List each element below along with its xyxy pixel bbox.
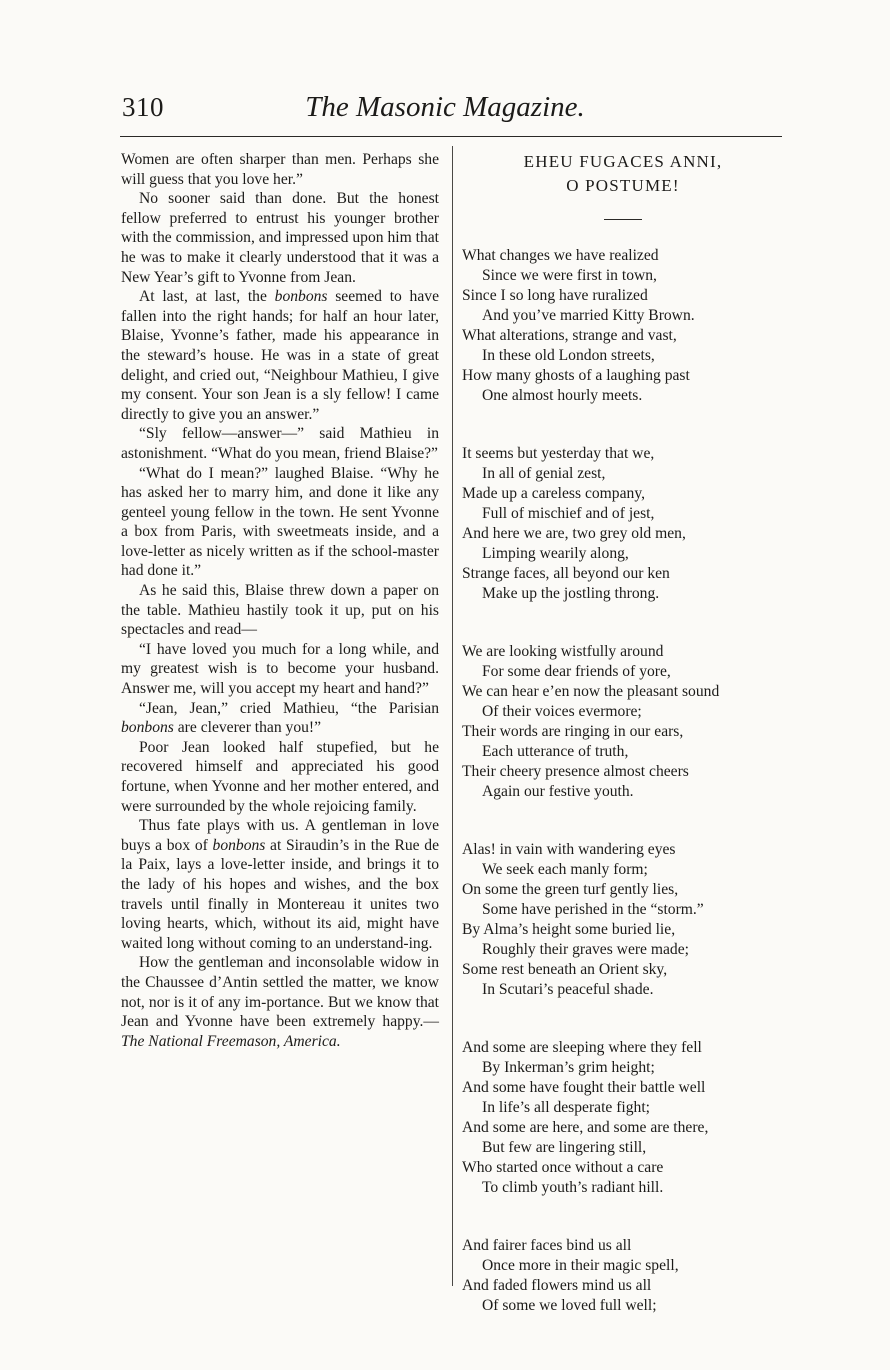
poem-line: Their cheery presence almost cheers bbox=[462, 763, 689, 780]
poem-line: And faded flowers mind us all bbox=[462, 1277, 652, 1294]
story-paragraph bbox=[121, 581, 439, 640]
magazine-title: The Masonic Magazine. bbox=[305, 91, 585, 123]
text-run: Thus fate plays with us. A gentleman in love buys a box of bbox=[121, 817, 439, 854]
text-run: are cleverer than you!” bbox=[173, 719, 322, 737]
poem-line: To climb youth’s radiant hill. bbox=[482, 1179, 664, 1196]
poem-title-line-2: O POSTUME! bbox=[566, 176, 680, 195]
poem-line: Their words are ringing in our ears, bbox=[462, 723, 684, 740]
poem-line: And here we are, two grey old men, bbox=[462, 525, 686, 542]
poem-title-line-1: EHEU FUGACES ANNI, bbox=[523, 152, 723, 171]
text-run: “I have loved you much for a long while, and my greatest wish is to become your husband. Answer me, will you accept my heart and hand?” bbox=[121, 640, 439, 698]
poem-line: Some rest beneath an Orient sky, bbox=[462, 961, 668, 978]
poem-line: And you’ve married Kitty Brown. bbox=[482, 307, 695, 324]
column-divider bbox=[452, 146, 453, 1286]
poem-line: In these old London streets, bbox=[482, 347, 655, 364]
poem-column bbox=[462, 150, 784, 1354]
poem-line: What alterations, strange and vast, bbox=[462, 327, 677, 344]
story-paragraph bbox=[121, 189, 439, 287]
poem-line: Of their voices evermore; bbox=[482, 703, 642, 720]
poem-line: Of some we loved full well; bbox=[482, 1297, 657, 1314]
poem-line: Full of mischief and of jest, bbox=[482, 505, 655, 522]
poem-line: Strange faces, all beyond our ken bbox=[462, 565, 670, 582]
poem-line: We can hear e’en now the pleasant sound bbox=[462, 683, 720, 700]
poem-line: It seems but yesterday that we, bbox=[462, 445, 655, 462]
poem-line: Once more in their magic spell, bbox=[482, 1257, 679, 1274]
story-paragraph bbox=[121, 640, 439, 699]
poem-line: In all of genial zest, bbox=[482, 465, 606, 482]
text-run: at Siraudin’s in the Rue de la Paix, lays a love-letter inside, and brings it to the lady of his hopes and wishes, and the box travels until finally in Montereau it unites two loving hearts, which, without its aid, might have waited long without coming to an understand-ing. bbox=[121, 836, 440, 952]
poem-line: Again our festive youth. bbox=[482, 783, 634, 800]
poem-line: And some have fought their battle well bbox=[462, 1079, 706, 1096]
poem-stanza bbox=[462, 1038, 784, 1198]
story-column bbox=[121, 150, 439, 1051]
poem-line: How many ghosts of a laughing past bbox=[462, 367, 690, 384]
text-run: “Sly fellow—answer—” said Mathieu in astonishment. “What do you mean, friend Blaise?” bbox=[121, 425, 439, 462]
poem-line: Some have perished in the “storm.” bbox=[482, 901, 704, 918]
poem-line: One almost hourly meets. bbox=[482, 387, 643, 404]
poem-line: Each utterance of truth, bbox=[482, 743, 629, 760]
poem-stanza bbox=[462, 1236, 784, 1316]
poem-stanza bbox=[462, 444, 784, 604]
text-run: How the gentleman and inconsolable widow in the Chaussee d’Antin settled the matter, we know not, nor is it of any im-portance. But we know that Jean and Yvonne have been extremely happy.— bbox=[121, 954, 439, 1031]
poem-line: But few are lingering still, bbox=[482, 1139, 647, 1156]
text-run: “What do I mean?” laughed Blaise. “Why he has asked her to marry him, and done it like any genteel young fellow in the town. He sent Yvonne a box from Paris, with sweetmeats inside, and a love-letter as nicely written as if the school-master had done it.” bbox=[121, 464, 439, 580]
poem-line: In Scutari’s peaceful shade. bbox=[482, 981, 654, 998]
italic-run: bonbons bbox=[212, 836, 266, 854]
poem-line: Make up the jostling throng. bbox=[482, 585, 660, 602]
story-paragraph bbox=[121, 464, 439, 582]
poem-line: By Alma’s height some buried lie, bbox=[462, 921, 676, 938]
poem-line: For some dear friends of yore, bbox=[482, 663, 671, 680]
text-run: No sooner said than done. But the honest fellow preferred to entrust his younger brother with the commission, and impressed upon him that he was to make it clearly understood that it was a New Year’s gift to Yvonne from Jean. bbox=[121, 190, 439, 286]
story-paragraph bbox=[121, 424, 439, 463]
poem-title-rule bbox=[604, 219, 642, 220]
text-run: Poor Jean looked half stupefied, but he recovered himself and appreciated his good fortune, when Yvonne and her mother entered, and were surrounded by the whole rejoicing family. bbox=[121, 738, 439, 815]
text-run: As he said this, Blaise threw down a paper on the table. Mathieu hastily took it up, put on his spectacles and read— bbox=[121, 582, 439, 639]
text-run: Women are often sharper than men. Perhaps she will guess that you love her.” bbox=[121, 151, 439, 188]
story-paragraph bbox=[121, 150, 439, 189]
story-paragraph bbox=[121, 287, 439, 424]
text-run: “Jean, Jean,” cried Mathieu, “the Parisian bbox=[139, 699, 439, 717]
poem-stanza bbox=[462, 840, 784, 1000]
poem-line: Roughly their graves were made; bbox=[482, 941, 689, 958]
poem-line: In life’s all desperate fight; bbox=[482, 1099, 651, 1116]
poem-line: What changes we have realized bbox=[462, 247, 659, 264]
poem-stanza bbox=[462, 246, 784, 406]
italic-run: bonbons bbox=[121, 719, 174, 737]
poem-line: And some are sleeping where they fell bbox=[462, 1039, 702, 1056]
poem-line: By Inkerman’s grim height; bbox=[482, 1059, 655, 1076]
poem-line: Made up a careless company, bbox=[462, 485, 646, 502]
text-run: At last, at last, the bbox=[139, 288, 275, 306]
italic-run: bonbons bbox=[274, 288, 328, 306]
poem-stanzas bbox=[462, 246, 784, 1316]
story-paragraph bbox=[121, 816, 439, 953]
text-run: seemed to have fallen into the right hands; for half an hour later, Blaise, Yvonne’s father, made his appearance in the steward’s house. He was in a state of great delight, and cried out, “Neighbour Mathieu, I give my consent. Your son Jean is a sly fellow! I came directly to give you an answer.” bbox=[121, 288, 439, 423]
italic-run: The National Freemason, America. bbox=[121, 1032, 341, 1050]
poem-line: Alas! in vain with wandering eyes bbox=[462, 841, 676, 858]
story-paragraph bbox=[121, 953, 439, 1051]
page-number: 310 bbox=[122, 92, 164, 122]
poem-line: Limping wearily along, bbox=[482, 545, 629, 562]
poem-line: Since we were first in town, bbox=[482, 267, 657, 284]
page-header bbox=[0, 0, 890, 140]
poem-line: And fairer faces bind us all bbox=[462, 1237, 632, 1254]
poem-stanza bbox=[462, 642, 784, 802]
poem-line: Who started once without a care bbox=[462, 1159, 664, 1176]
poem-line: We are looking wistfully around bbox=[462, 643, 664, 660]
poem-line: On some the green turf gently lies, bbox=[462, 881, 679, 898]
poem-line: And some are here, and some are there, bbox=[462, 1119, 709, 1136]
story-paragraph bbox=[121, 699, 439, 738]
header-rule bbox=[120, 136, 782, 137]
poem-line: Since I so long have ruralized bbox=[462, 287, 648, 304]
poem-line: We seek each manly form; bbox=[482, 861, 648, 878]
story-paragraph bbox=[121, 738, 439, 816]
